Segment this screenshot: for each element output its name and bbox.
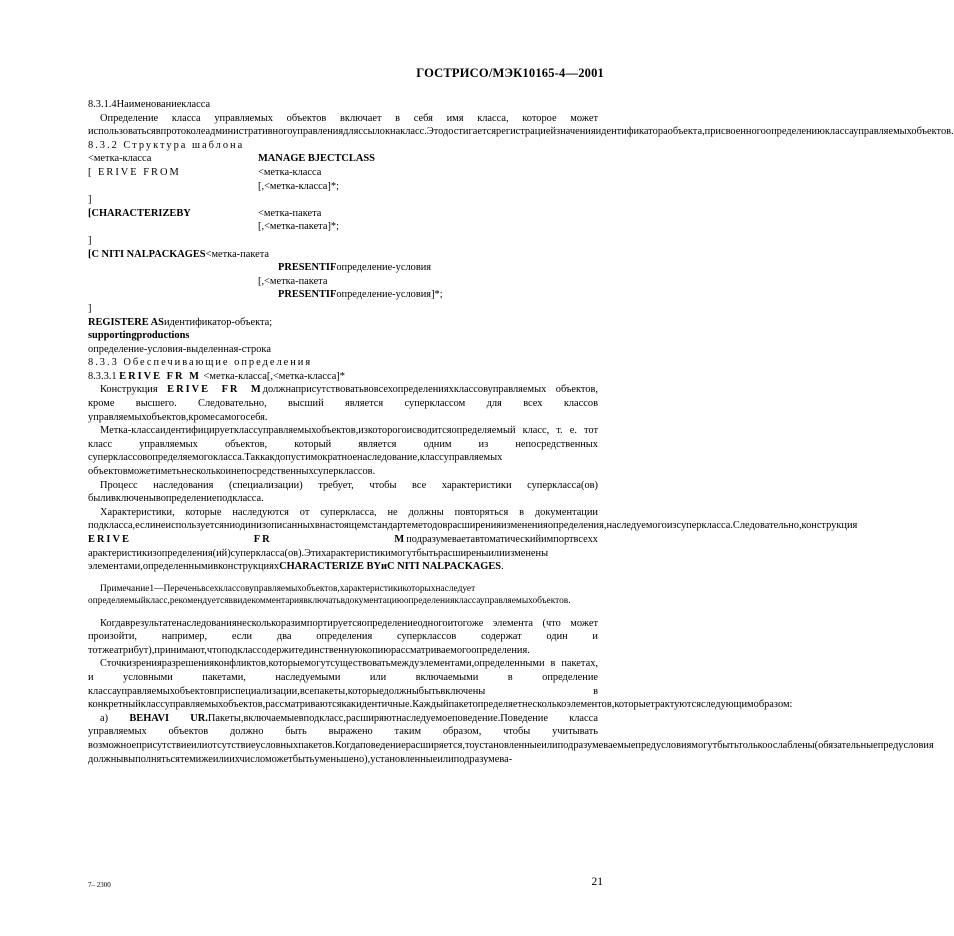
template-line: [CHARACTERIZEBY <метка-пакета (88, 207, 322, 219)
template-line: ] (88, 234, 92, 246)
paragraph: Конструкция ERIVE FR Mдолжнаприсутствоватьвовсехопределенияхклассовуправляемых объектов, кроме высшего. Следовательно, высший является суперклассом для всех классов управляемыхобъектов,кромесамогосебя. (88, 384, 599, 423)
note: Примечание1—Переченьвсехклассовуправляемыхобъектов,характеристикикоторыхнаследует определяемыйкласс,рекомендуетсяввидекомментариявключатьвдокументациюопределенияклассауправляемыхобъектов. (88, 583, 571, 607)
paragraph: Характеристики, которые наследуются от суперкласса, не должны повторяться в документации подкласса,еслинеиспользуетсяниодинизописанныхвнастоящемстандартеметодоврасширенияизмененияопределения,наследуемогоизсуперкласса.Следовательно,конструкция ERIVE FR Mподразумеваетавтоматическийимпортвсехх​арактеристикизопределения(ий)суперкласса(ов).Этихарактеристикимогутбытьрасширеныилиизменены элементами,определеннымивконструкцияхCHARACTERIZE BYиC NITI NALPACKAGES. (88, 506, 858, 573)
template-line: ] (88, 194, 92, 206)
template-line: REGISTERE AS идентификатор-объекта; (88, 316, 273, 328)
paragraph: а) BEHAVI UR.Пакеты,включаемыевподкласс,расширяютнаследуемоеповедение.Поведение класса управляемых объектов должно быть выражено таким образом, чтобы учитывать возможноеприсутствиеилиотсутствиеусловныхпакетов.Когдаповедениерасширяется,тоустановленныеилиподразумеваемыепредусловиямогутбытьтолькоослаблены(обязательныепредусловия должнывыполнятьсятемижеилиихчисломожетбытьуменьшено),установленныеилиподразумева- (88, 712, 934, 765)
template-line: [,<метка-пакета]*; (258, 221, 340, 233)
section-8314-heading: 8.3.1.4Наименованиекласса (88, 99, 211, 110)
page-body (88, 98, 954, 766)
print-code: 7– 2300 (88, 881, 111, 889)
section-833-heading: 8.3.3 Обеспечивающие определения (88, 357, 313, 369)
page-number: 21 (591, 876, 603, 888)
paragraph: Сточкизренияразрешенияконфликтов,которыемогутсуществоватьмеждуэлементами,определенными в пакетах, и условными пакетами, наследуемыми или включаемыми в определение классауправляемыхобъектовприспециализации,всепакеты,которыедолжныбытьвключены в конкретныйклассуправляемыхобъектов,рассматриваютсякакидентичные.Каждыйпакетопределяетнесколькоэлементов,которыетрактуютсяследующимобразом: (88, 658, 793, 711)
template-line: PRESENTIF определение-условия (278, 262, 432, 274)
section-832-heading: 8.3.2 Структура шаблона (88, 139, 245, 151)
paragraph: Метка-классаидентифицируетклассуправляемыхобъектов,изкоторогоисводитсяопределяемый класс, т. е. тот класс управляемых объектов, который является одним из непосредственных суперклассовопределяемогокласса.Таккакдопустимократноенаследование,классуправляемых объектовможетиметьнесколькоинепосредственныхсуперклассов. (88, 425, 598, 478)
section-8331-heading: 8.3.3.1 ERIVE FR M <метка-класса[,<метка-класса]* (88, 370, 345, 382)
template-line: ] (88, 302, 92, 314)
template-line: PRESENTIF определение-условия]*; (278, 289, 443, 301)
template-line: [C NITI NALPACKAGES <метка-пакета (88, 248, 269, 260)
template-line: [,<метка-класса]*; (258, 180, 339, 192)
template-line: <метка-класса MANAGE BJECTCLASS (88, 153, 375, 165)
standard-designation: ГОСТРИСО/МЭК10165-4—2001 (416, 66, 604, 80)
template-line: supportingproductions (88, 330, 190, 342)
paragraph: Когдаврезультатенаследованиянесколькоразимпортируетсяопределениеодногоитогоже элемента (что может произойти, например, если два определения суперклассов содержат один и тотжеатрибут),принимают,чтоподклассодержитединственнуюкопиюрассматриваемогоопределения. (88, 617, 598, 656)
template-line: [ ERIVE FROM <метка-класса (88, 166, 322, 178)
section-8314-paragraph: Определение класса управляемых объектов включает в себя имя класса, которое может использоватьсявпротоколеадминистративногоуправлениядляссылокнакласс.Этодостигаетсярегистрациейзначенияидентификатораобъекта,присвоенногоопределениюклассауправляемыхобъектов. (88, 112, 954, 138)
template-line: определение-условия-выделенная-строка (88, 343, 271, 355)
paragraph: Процесс наследования (специализации) требует, чтобы все характеристики суперкласса(ов) быливключенывопределениеподкласса. (88, 479, 598, 505)
template-line: [,<метка-пакета (258, 275, 328, 287)
